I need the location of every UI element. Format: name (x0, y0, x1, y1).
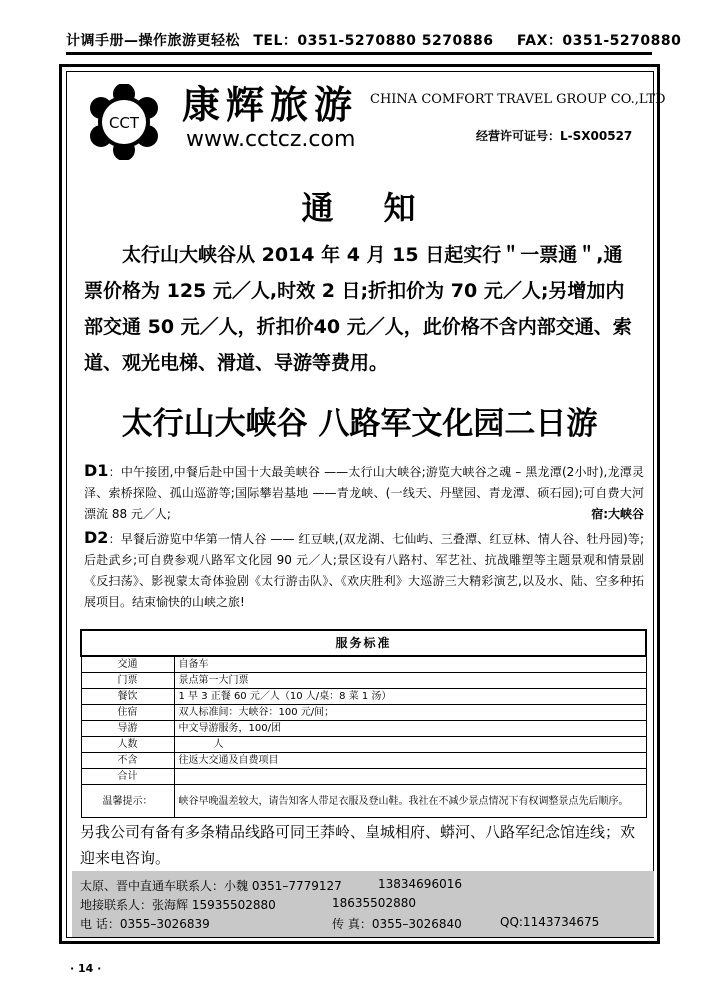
table-row (81, 753, 646, 769)
day-text: ：中午接团,中餐后赴中国十大最美峡谷 ——太行山大峡谷;游览大峡谷之魂 – 黑龙潭(2小时),龙潭灵泽、索桥探险、孤山巡游等;国际攀岩基地 ——青龙峡、(一线天、丹壁园、青龙潭、硕石园);可自费大河漂流 88 元／人; (84, 465, 644, 521)
table-row (81, 737, 646, 753)
service-key: 交通 (81, 656, 174, 673)
service-key: 餐饮 (81, 689, 174, 705)
service-table (80, 629, 647, 818)
page-number: · 14 · (70, 962, 102, 975)
header-slogan: 计调手册—操作旅游更轻松 (66, 33, 240, 49)
day-label: D2 (84, 528, 109, 547)
header-tel: TEL：0351-5270880 5270886 (253, 33, 494, 49)
cct-logo-icon (86, 84, 162, 160)
table-row (81, 785, 646, 818)
service-key: 合计 (81, 769, 174, 785)
brand-url: www.cctcz.com (186, 127, 356, 152)
notice-title (0, 183, 719, 229)
notice-title-char-1: 通 (301, 189, 336, 227)
contact-local-mobile: 18635502880 (332, 896, 416, 910)
service-value: 峡谷早晚温差较大，请告知客人带足衣服及登山鞋。我社在不减少景点情况下有权调整景点先后顺序。 (174, 785, 646, 818)
tour-title: 太行山大峡谷 八路军文化园二日游 (121, 406, 598, 442)
day-label: D1 (84, 461, 109, 480)
service-value: 双人标准间：大峡谷：100 元/间； (174, 705, 646, 721)
service-key: 导游 (81, 721, 174, 737)
itinerary-day-1 (84, 460, 644, 525)
service-key: 温馨提示： (81, 785, 174, 818)
header-bar (66, 30, 682, 55)
header-fax: FAX：0351-5270880 (516, 33, 682, 49)
service-key: 门票 (81, 673, 174, 689)
contact-taiyuan-mobile: 13834696016 (378, 877, 462, 891)
contacts-box (72, 871, 654, 937)
service-value: 景点第一大门票 (174, 673, 646, 689)
service-value (174, 769, 646, 785)
table-row (81, 721, 646, 737)
license-number: 经营许可证号：L-SX00527 (476, 129, 633, 143)
contact-phone: 电 话：0355–3026839 (80, 917, 210, 931)
table-row (81, 673, 646, 689)
itinerary-day-2 (84, 527, 644, 613)
contact-qq: QQ:1143734675 (500, 915, 600, 929)
table-row (81, 705, 646, 721)
extra-routes-note: 另我公司有备有多条精品线路可同王莽岭、皇城相府、蟒河、八路军纪念馆连线；欢迎来电咨询。 (80, 823, 636, 867)
service-value: 中文导游服务，100/团 (174, 721, 646, 737)
service-value: 往返大交通及自费项目 (174, 753, 646, 769)
brand-name-en: CHINA COMFORT TRAVEL GROUP CO.,LTD (370, 92, 666, 107)
contact-local: 地接联系人：张海辉 15935502880 (80, 898, 276, 912)
table-row (81, 656, 646, 673)
day-text: ：早餐后游览中华第一情人谷 —— 红豆峡,(双龙湖、七仙屿、三叠潭、红豆林、情人谷、牡丹园)等;后赴武乡;可自费参观八路军文化园 90 元／人;景区设有八路村、军艺社、抗战雕塑等主题景观和情景剧《反扫荡》、影视蒙太奇体验剧《太行游击队》、《欢庆胜利》大巡游三大精彩演艺,以及水、陆、空多种拓展项目。结束愉快的山峡之旅! (84, 532, 644, 609)
table-row (81, 689, 646, 705)
contact-fax: 传 真：0355–3026840 (332, 917, 462, 931)
logo-text: CCT (108, 114, 140, 132)
itinerary (84, 460, 644, 613)
day-stay: 宿:大峡谷 (591, 507, 644, 521)
service-value: 1 早 3 正餐 60 元／人（10 人/桌：8 菜 1 汤） (174, 689, 646, 705)
contact-taiyuan: 太原、晋中直通车联系人：小魏 0351–7779127 (80, 879, 342, 893)
notice-title-char-2: 知 (383, 189, 418, 227)
notice-body (84, 237, 640, 381)
service-value: 自备车 (174, 656, 646, 673)
table-row (81, 769, 646, 785)
service-key: 住宿 (81, 705, 174, 721)
service-key: 不含 (81, 753, 174, 769)
notice-text: 太行山大峡谷从 2014 年 4 月 15 日起实行＂一票通＂,通票价格为 125 元／人,时效 2 日;折扣价为 70 元／人;另增加内部交通 50 元／人，折扣价40 元／人，此价格不含内部交通、索道、观光电梯、滑道、导游等费用。 (84, 244, 632, 374)
brand-name-cn: 康辉旅游 (182, 83, 359, 127)
service-key: 人数 (81, 737, 174, 753)
service-table-title: 服务标准 (81, 630, 646, 656)
service-value: 人 (174, 737, 646, 753)
